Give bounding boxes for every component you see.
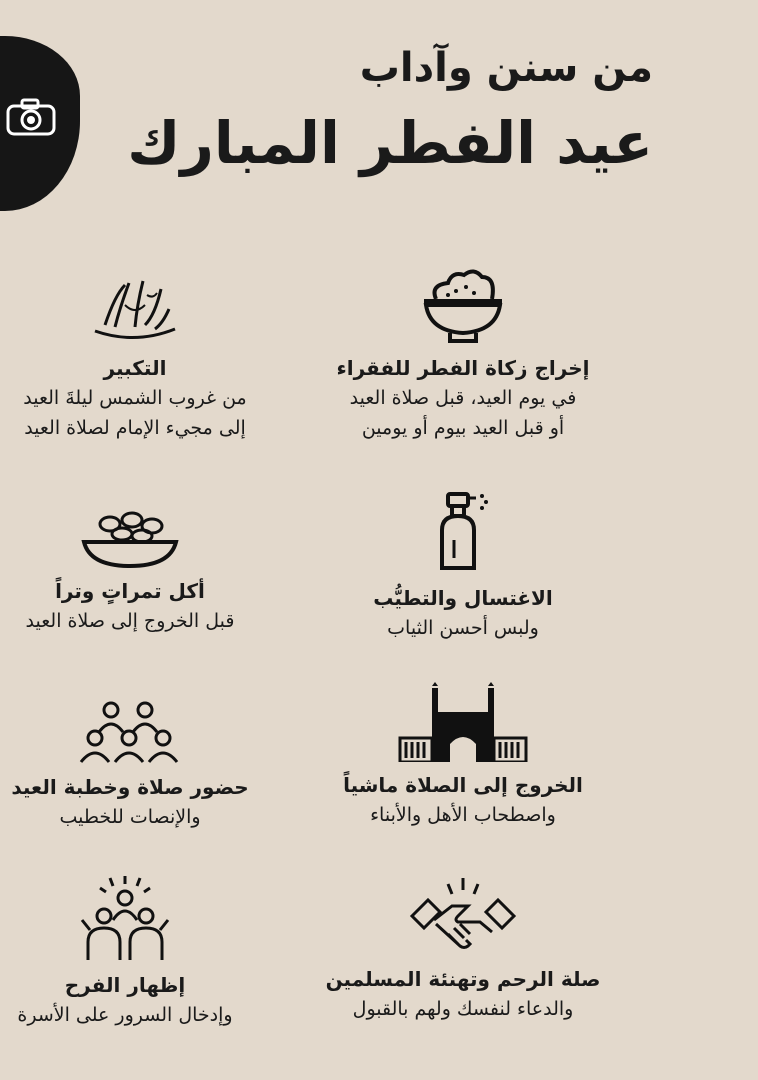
item-line: والدعاء لنفسك ولهم بالقبول xyxy=(352,998,574,1020)
item-line: ولبس أحسن الثياب xyxy=(387,617,539,639)
people-group-icon xyxy=(75,700,185,764)
item-line: وإدخال السرور على الأسرة xyxy=(17,1004,233,1026)
page-title: عيد الفطر المبارك xyxy=(127,109,653,177)
item-heading: حضور صلاة وخطبة العيد xyxy=(11,775,249,799)
item-prayer-attendance xyxy=(0,700,295,832)
item-family-ties xyxy=(298,876,628,1024)
dates-bowl-icon xyxy=(80,508,180,568)
item-dates xyxy=(0,508,295,636)
item-line: قبل الخروج إلى صلاة العيد xyxy=(25,610,235,632)
item-joy xyxy=(0,876,290,1030)
perfume-bottle-icon xyxy=(428,490,498,575)
item-heading: التكبير xyxy=(103,356,167,380)
item-heading: إخراج زكاة الفطر للفقراء xyxy=(336,356,590,380)
item-heading: الخروج إلى الصلاة ماشياً xyxy=(343,773,583,797)
item-ghusl xyxy=(298,490,628,643)
item-heading: إظهار الفرح xyxy=(64,973,186,997)
handshake-icon xyxy=(408,876,518,956)
page-subtitle: من سنن وآداب xyxy=(359,45,653,91)
item-heading: الاغتسال والتطيُّب xyxy=(373,586,553,610)
item-line: في يوم العيد، قبل صلاة العيد xyxy=(349,387,577,409)
item-line: واصطحاب الأهل والأبناء xyxy=(370,804,556,826)
item-line: أو قبل العيد بيوم أو يومين xyxy=(361,417,565,439)
item-heading: صلة الرحم وتهنئة المسلمين xyxy=(325,967,601,991)
calligraphy-allahu-akbar-icon xyxy=(85,265,185,345)
logo-badge xyxy=(0,36,80,211)
item-line: من غروب الشمس ليلةَ العيد xyxy=(23,387,247,409)
item-walking xyxy=(298,682,628,830)
happy-family-icon xyxy=(80,876,170,962)
camera-icon xyxy=(2,96,62,140)
item-takbeer xyxy=(0,265,300,443)
item-heading: أكل تمراتٍ وتراً xyxy=(55,579,205,603)
mosque-icon xyxy=(398,682,528,762)
item-line: والإنصات للخطيب xyxy=(59,806,201,828)
header xyxy=(127,38,653,188)
item-zakat xyxy=(298,265,628,443)
bowl-icon xyxy=(418,265,508,345)
item-line: إلى مجيء الإمام لصلاة العيد xyxy=(24,417,246,439)
